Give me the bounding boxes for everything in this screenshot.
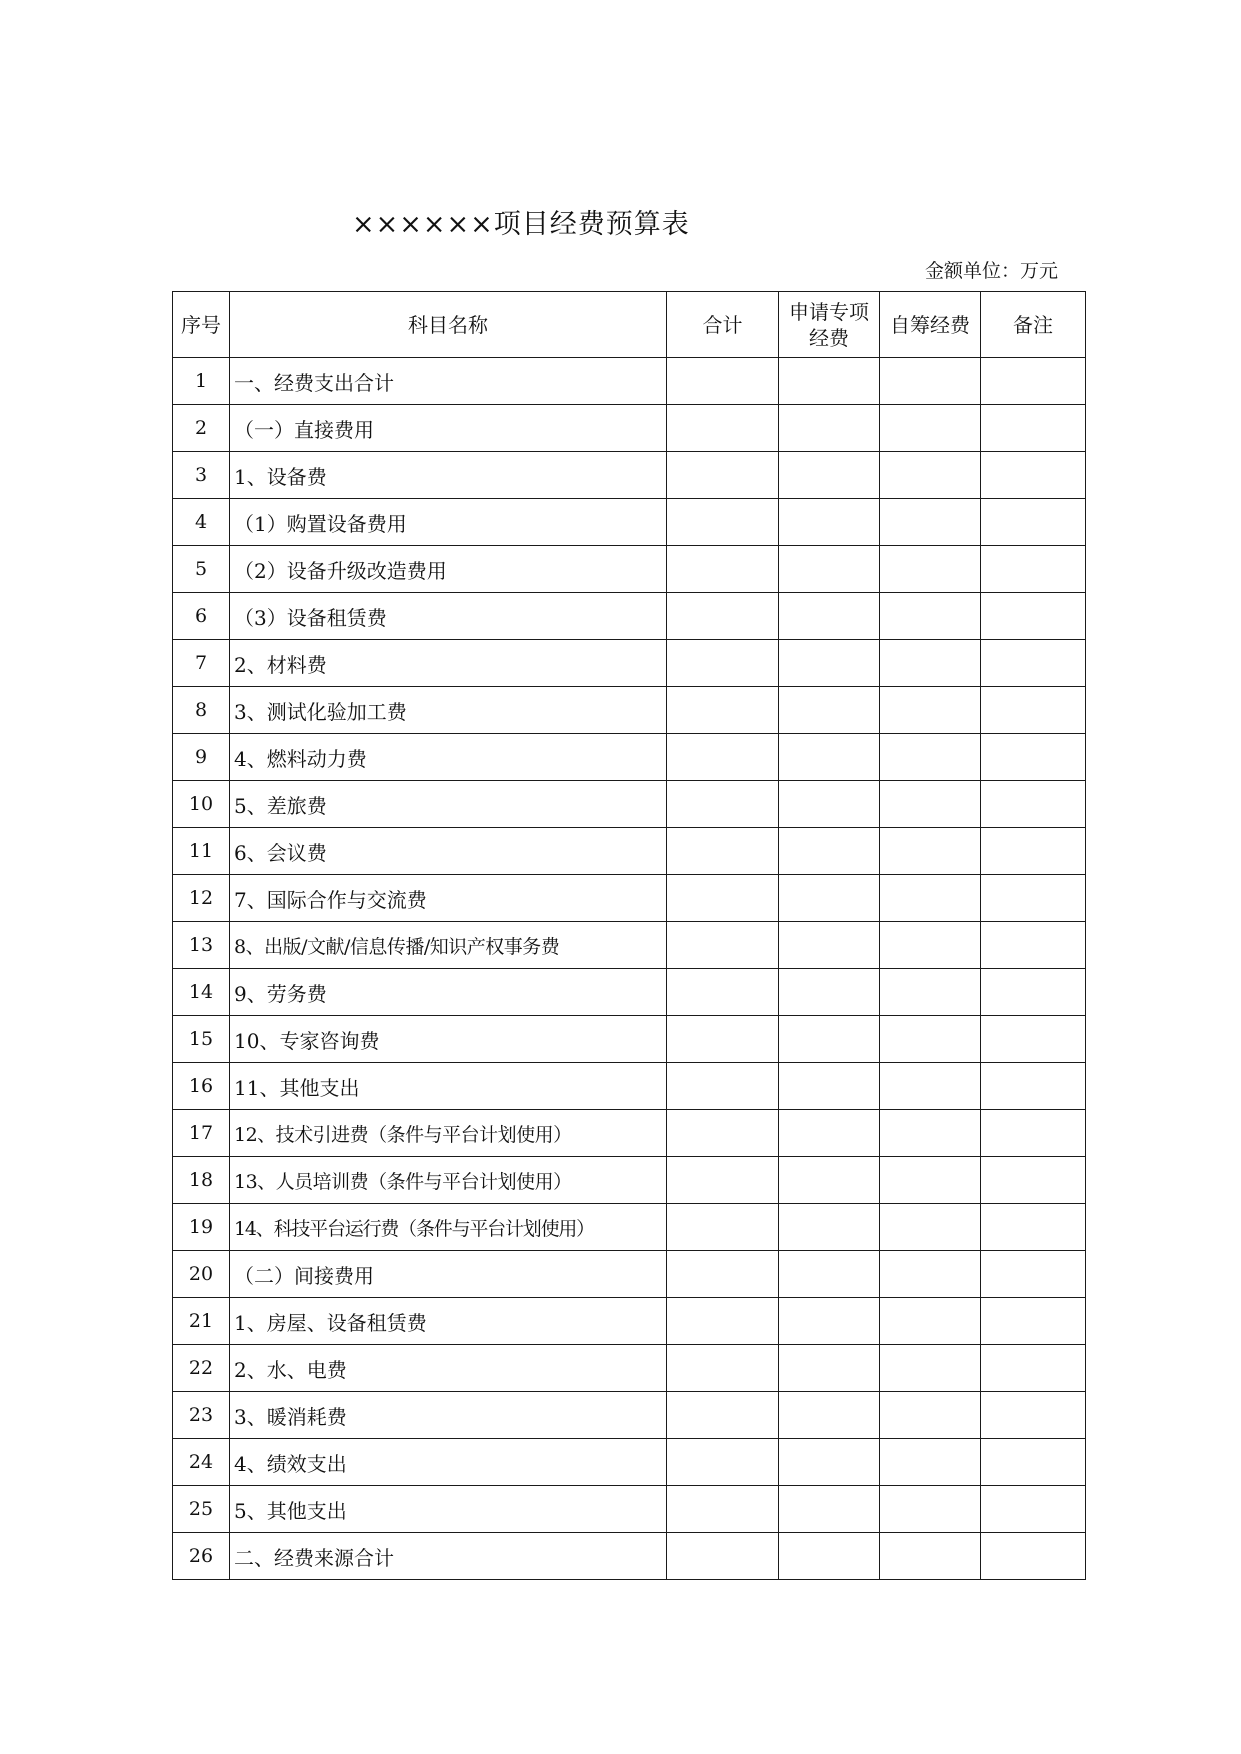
amount-unit-label: 金额单位：万元 <box>924 260 1058 282</box>
cell-total <box>667 593 779 640</box>
table-row <box>173 405 1086 452</box>
cell-special <box>779 781 880 828</box>
cell-remark <box>981 1110 1086 1157</box>
row-name: 4、绩效支出 <box>230 1439 667 1486</box>
cell-total <box>667 452 779 499</box>
row-name: 一、经费支出合计 <box>230 358 667 405</box>
cell-total <box>667 828 779 875</box>
cell-remark <box>981 1345 1086 1392</box>
cell-total <box>667 358 779 405</box>
cell-special <box>779 640 880 687</box>
cell-special <box>779 1063 880 1110</box>
row-name: 二、经费来源合计 <box>230 1533 667 1580</box>
row-name: 12、技术引进费（条件与平台计划使用） <box>230 1110 667 1157</box>
cell-special <box>779 922 880 969</box>
table-row <box>173 1486 1086 1533</box>
header-name: 科目名称 <box>230 292 667 358</box>
row-seq: 21 <box>173 1298 230 1345</box>
cell-remark <box>981 781 1086 828</box>
cell-self <box>880 734 981 781</box>
cell-remark <box>981 499 1086 546</box>
row-seq: 1 <box>173 358 230 405</box>
cell-special <box>779 734 880 781</box>
row-seq: 17 <box>173 1110 230 1157</box>
cell-total <box>667 640 779 687</box>
row-name: （1）购置设备费用 <box>230 499 667 546</box>
row-name: 3、暖消耗费 <box>230 1392 667 1439</box>
cell-total <box>667 1110 779 1157</box>
table-row <box>173 1157 1086 1204</box>
cell-total <box>667 1298 779 1345</box>
table-row <box>173 828 1086 875</box>
cell-special <box>779 875 880 922</box>
cell-special <box>779 1204 880 1251</box>
cell-remark <box>981 1533 1086 1580</box>
row-seq: 20 <box>173 1251 230 1298</box>
row-seq: 7 <box>173 640 230 687</box>
row-seq: 19 <box>173 1204 230 1251</box>
row-name: 14、科技平台运行费（条件与平台计划使用） <box>230 1204 667 1251</box>
cell-total <box>667 1533 779 1580</box>
table-row <box>173 358 1086 405</box>
row-seq: 18 <box>173 1157 230 1204</box>
row-seq: 3 <box>173 452 230 499</box>
cell-self <box>880 1251 981 1298</box>
cell-self <box>880 1392 981 1439</box>
row-name: 1、设备费 <box>230 452 667 499</box>
cell-self <box>880 593 981 640</box>
cell-special <box>779 593 880 640</box>
row-seq: 5 <box>173 546 230 593</box>
row-name: 7、国际合作与交流费 <box>230 875 667 922</box>
row-name: 11、其他支出 <box>230 1063 667 1110</box>
row-seq: 23 <box>173 1392 230 1439</box>
cell-total <box>667 405 779 452</box>
cell-total <box>667 1204 779 1251</box>
cell-self <box>880 687 981 734</box>
cell-special <box>779 546 880 593</box>
cell-remark <box>981 875 1086 922</box>
row-seq: 13 <box>173 922 230 969</box>
cell-special <box>779 1016 880 1063</box>
row-seq: 25 <box>173 1486 230 1533</box>
budget-table <box>172 291 1086 1580</box>
row-seq: 6 <box>173 593 230 640</box>
cell-remark <box>981 1204 1086 1251</box>
table-row <box>173 1298 1086 1345</box>
table-row <box>173 1392 1086 1439</box>
header-self-raised-funds: 自筹经费 <box>880 292 981 358</box>
row-seq: 12 <box>173 875 230 922</box>
cell-self <box>880 1439 981 1486</box>
cell-self <box>880 1157 981 1204</box>
cell-special <box>779 969 880 1016</box>
cell-remark <box>981 358 1086 405</box>
table-row <box>173 922 1086 969</box>
cell-total <box>667 1392 779 1439</box>
table-row <box>173 593 1086 640</box>
row-name: 1、房屋、设备租赁费 <box>230 1298 667 1345</box>
cell-special <box>779 358 880 405</box>
row-name: 3、测试化验加工费 <box>230 687 667 734</box>
cell-remark <box>981 405 1086 452</box>
cell-self <box>880 1345 981 1392</box>
cell-remark <box>981 1157 1086 1204</box>
cell-total <box>667 734 779 781</box>
table-row <box>173 1016 1086 1063</box>
table-row <box>173 969 1086 1016</box>
table-row <box>173 875 1086 922</box>
table-row <box>173 1345 1086 1392</box>
row-seq: 4 <box>173 499 230 546</box>
cell-special <box>779 1298 880 1345</box>
table-row <box>173 1533 1086 1580</box>
table-row <box>173 640 1086 687</box>
row-name: 6、会议费 <box>230 828 667 875</box>
cell-remark <box>981 1392 1086 1439</box>
header-seq: 序号 <box>173 292 230 358</box>
header-remark: 备注 <box>981 292 1086 358</box>
cell-special <box>779 405 880 452</box>
row-name: 2、水、电费 <box>230 1345 667 1392</box>
cell-total <box>667 1063 779 1110</box>
cell-self <box>880 1533 981 1580</box>
table-row <box>173 1110 1086 1157</box>
row-seq: 24 <box>173 1439 230 1486</box>
cell-remark <box>981 969 1086 1016</box>
row-seq: 22 <box>173 1345 230 1392</box>
cell-special <box>779 452 880 499</box>
cell-total <box>667 546 779 593</box>
cell-special <box>779 1486 880 1533</box>
cell-self <box>880 1063 981 1110</box>
table-row <box>173 1063 1086 1110</box>
cell-special <box>779 499 880 546</box>
cell-self <box>880 1204 981 1251</box>
row-name: 4、燃料动力费 <box>230 734 667 781</box>
row-seq: 14 <box>173 969 230 1016</box>
cell-remark <box>981 1298 1086 1345</box>
cell-self <box>880 405 981 452</box>
row-name: 8、出版/文献/信息传播/知识产权事务费 <box>230 922 667 969</box>
cell-self <box>880 1016 981 1063</box>
cell-self <box>880 640 981 687</box>
table-row <box>173 734 1086 781</box>
cell-remark <box>981 640 1086 687</box>
cell-special <box>779 687 880 734</box>
table-row <box>173 546 1086 593</box>
cell-total <box>667 969 779 1016</box>
row-name: （2）设备升级改造费用 <box>230 546 667 593</box>
cell-self <box>880 1110 981 1157</box>
row-seq: 15 <box>173 1016 230 1063</box>
row-seq: 9 <box>173 734 230 781</box>
header-special-funds: 申请专项经费 <box>779 292 880 358</box>
cell-special <box>779 1110 880 1157</box>
cell-self <box>880 1298 981 1345</box>
cell-self <box>880 922 981 969</box>
cell-self <box>880 828 981 875</box>
cell-special <box>779 828 880 875</box>
cell-total <box>667 687 779 734</box>
cell-special <box>779 1251 880 1298</box>
row-seq: 16 <box>173 1063 230 1110</box>
cell-total <box>667 1251 779 1298</box>
cell-special <box>779 1392 880 1439</box>
table-row <box>173 781 1086 828</box>
cell-self <box>880 1486 981 1533</box>
cell-total <box>667 1345 779 1392</box>
table-row <box>173 499 1086 546</box>
cell-remark <box>981 452 1086 499</box>
cell-remark <box>981 922 1086 969</box>
cell-self <box>880 875 981 922</box>
cell-special <box>779 1439 880 1486</box>
cell-self <box>880 358 981 405</box>
page-title: ××××××项目经费预算表 <box>352 209 690 240</box>
cell-remark <box>981 1251 1086 1298</box>
row-seq: 26 <box>173 1533 230 1580</box>
cell-self <box>880 781 981 828</box>
cell-remark <box>981 1486 1086 1533</box>
table-header-row <box>173 292 1086 358</box>
cell-total <box>667 1016 779 1063</box>
cell-remark <box>981 1016 1086 1063</box>
cell-total <box>667 875 779 922</box>
cell-total <box>667 1439 779 1486</box>
cell-remark <box>981 593 1086 640</box>
row-name: 10、专家咨询费 <box>230 1016 667 1063</box>
cell-remark <box>981 546 1086 593</box>
cell-total <box>667 1157 779 1204</box>
cell-remark <box>981 828 1086 875</box>
cell-special <box>779 1157 880 1204</box>
row-name: （二）间接费用 <box>230 1251 667 1298</box>
table-row <box>173 1251 1086 1298</box>
table-row <box>173 452 1086 499</box>
cell-total <box>667 781 779 828</box>
row-name: （3）设备租赁费 <box>230 593 667 640</box>
row-name: 2、材料费 <box>230 640 667 687</box>
cell-total <box>667 922 779 969</box>
cell-total <box>667 1486 779 1533</box>
table-row <box>173 687 1086 734</box>
table-row <box>173 1439 1086 1486</box>
cell-self <box>880 499 981 546</box>
cell-special <box>779 1533 880 1580</box>
row-seq: 8 <box>173 687 230 734</box>
cell-self <box>880 546 981 593</box>
cell-special <box>779 1345 880 1392</box>
cell-remark <box>981 1063 1086 1110</box>
cell-self <box>880 969 981 1016</box>
cell-total <box>667 499 779 546</box>
row-seq: 2 <box>173 405 230 452</box>
row-name: 5、差旅费 <box>230 781 667 828</box>
table-row <box>173 1204 1086 1251</box>
cell-remark <box>981 687 1086 734</box>
row-name: 5、其他支出 <box>230 1486 667 1533</box>
row-name: 9、劳务费 <box>230 969 667 1016</box>
row-seq: 11 <box>173 828 230 875</box>
row-seq: 10 <box>173 781 230 828</box>
header-total: 合计 <box>667 292 779 358</box>
cell-remark <box>981 734 1086 781</box>
cell-remark <box>981 1439 1086 1486</box>
row-name: （一）直接费用 <box>230 405 667 452</box>
row-name: 13、人员培训费（条件与平台计划使用） <box>230 1157 667 1204</box>
cell-self <box>880 452 981 499</box>
